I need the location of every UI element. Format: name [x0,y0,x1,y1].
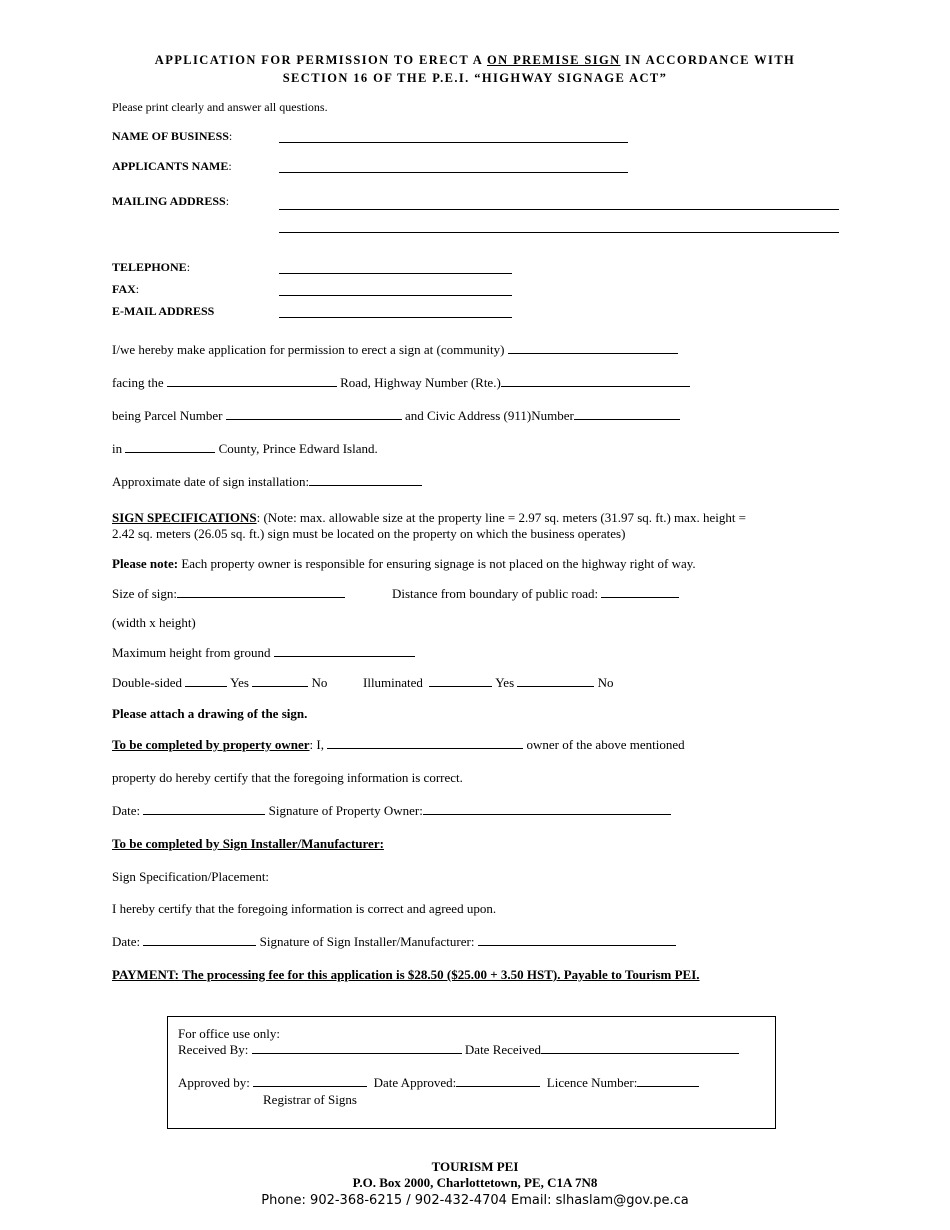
business-name-label: NAME OF BUSINESS: [112,129,233,143]
width-height-hint: (width x height) [112,615,196,630]
installer-heading: To be completed by Sign Installer/Manufacturer: [112,836,384,851]
installer-spec: Sign Specification/Placement: [112,869,270,884]
mailing-address-field-2[interactable] [279,232,839,233]
form-title [0,51,950,69]
illuminated-yes-field[interactable] [429,675,492,687]
mailing-address-label: MAILING ADDRESS: [112,194,230,208]
double-sided-yes-field[interactable] [185,675,227,687]
email-field[interactable] [279,317,512,318]
owner-signature-line: Date: Signature of Property Owner: [112,803,671,819]
highway-number-field[interactable] [501,375,690,387]
distance-line: Distance from boundary of public road: [392,586,679,602]
application-parcel-line: being Parcel Number and Civic Address (911)Number [112,408,680,424]
title-part: APPLICATION FOR PERMISSION TO ERECT A [154,53,487,67]
applicant-name-field[interactable] [279,172,628,173]
owner-signature-field[interactable] [423,803,671,815]
sign-specifications-note-line2: 2.42 sq. meters (26.05 sq. ft.) sign must be located on the property on which the business operates) [112,526,626,541]
instructions: Please print clearly and answer all questions. [112,100,328,114]
title-underlined: ON PREMISE SIGN [487,53,621,67]
received-line: Received By: Date Received [178,1042,739,1058]
illuminated-no-field[interactable] [517,675,594,687]
date-approved-field[interactable] [456,1075,540,1087]
double-sided-no-field[interactable] [252,675,308,687]
installer-signature-line: Date: Signature of Sign Installer/Manufacturer: [112,934,676,950]
illuminated-line: Illuminated Yes No [363,675,614,690]
double-sided-line: Double-sided Yes No [112,675,328,690]
approved-line: Approved by: Date Approved: Licence Number: [178,1075,699,1091]
parcel-number-field[interactable] [226,408,402,420]
footer-contact: Phone: 902-368-6215 / 902-432-4704 Email: slhaslam@gov.pe.ca [261,1193,689,1208]
title-part: IN ACCORDANCE WITH [620,53,796,67]
approved-by-field[interactable] [253,1075,367,1087]
application-community-line: I/we hereby make application for permission to erect a sign at (community) [112,342,678,358]
licence-number-field[interactable] [637,1075,699,1087]
mailing-address-field-1[interactable] [279,209,839,210]
civic-address-field[interactable] [574,408,680,420]
sign-size-line: Size of sign: [112,586,345,602]
sign-specifications-heading: SIGN SPECIFICATIONS [112,510,257,525]
fax-field[interactable] [279,295,512,296]
county-field[interactable] [125,441,215,453]
please-note: Please note: Each property owner is responsible for ensuring signage is not placed on the highway right of way. [112,556,696,571]
footer-org: TOURISM PEI [431,1159,519,1174]
application-road-line: facing the Road, Highway Number (Rte.) [112,375,690,391]
property-owner-line: To be completed by property owner: I, owner of the above mentioned [112,737,685,752]
received-by-field[interactable] [252,1042,462,1054]
max-height-field[interactable] [274,645,415,657]
office-use-heading: For office use only: [178,1026,280,1041]
sign-size-field[interactable] [177,586,345,598]
fax-label: FAX: [112,282,140,296]
property-owner-heading: To be completed by property owner [112,737,310,752]
applicant-name-label: APPLICANTS NAME: [112,159,232,173]
form-title-line2: SECTION 16 OF THE P.E.I. “HIGHWAY SIGNAGE ACT” [282,71,668,85]
community-field[interactable] [508,342,678,354]
owner-date-field[interactable] [143,803,265,815]
email-label: E-MAIL ADDRESS [112,304,215,318]
max-height-line: Maximum height from ground [112,645,415,661]
attach-drawing-note: Please attach a drawing of the sign. [112,706,308,721]
facing-field[interactable] [167,375,337,387]
footer-address: P.O. Box 2000, Charlottetown, PE, C1A 7N8 [352,1175,598,1190]
sign-specifications-note: SIGN SPECIFICATIONS: (Note: max. allowable size at the property line = 2.97 sq. meters (31.97 sq. ft.) max. height = [112,510,747,525]
application-county-line: in County, Prince Edward Island. [112,441,378,456]
installer-certify: I hereby certify that the foregoing information is correct and agreed upon. [112,901,497,916]
installer-signature-field[interactable] [478,934,676,946]
owner-name-field[interactable] [327,737,523,749]
installation-date-field[interactable] [309,474,422,486]
business-name-field[interactable] [279,142,628,143]
installer-date-field[interactable] [143,934,256,946]
telephone-field[interactable] [279,273,512,274]
distance-field[interactable] [601,586,679,598]
date-received-field[interactable] [541,1042,739,1054]
payment-note: PAYMENT: The processing fee for this application is $28.50 ($25.00 + 3.50 HST). Payable to Tourism PEI. [112,967,700,982]
telephone-label: TELEPHONE: [112,260,191,274]
registrar-label: Registrar of Signs [263,1092,357,1107]
installation-date-line: Approximate date of sign installation: [112,474,422,490]
owner-certify: property do hereby certify that the foregoing information is correct. [112,770,463,785]
